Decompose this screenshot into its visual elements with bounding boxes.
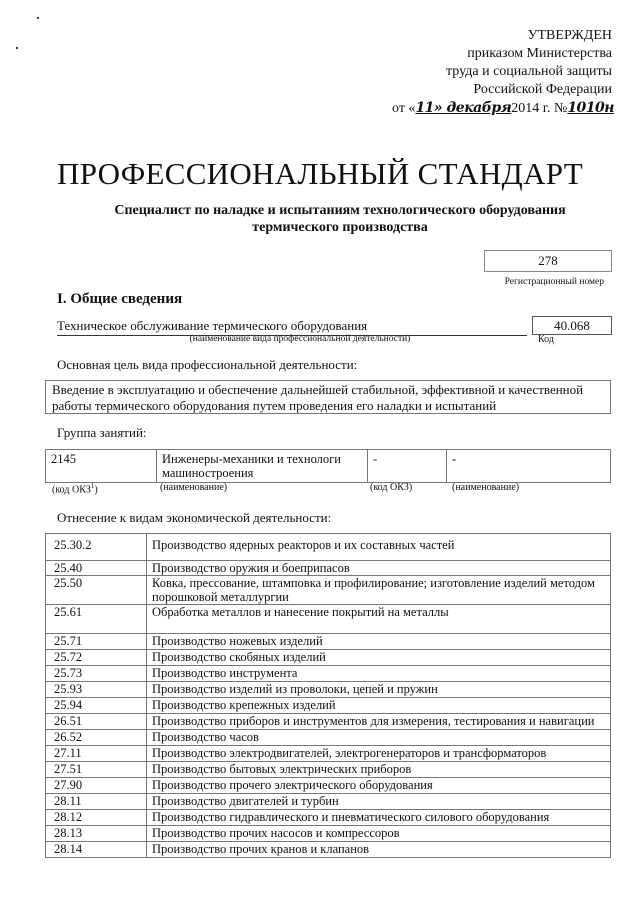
group-caption-name: (наименование): [160, 482, 228, 493]
okved-code-cell: 25.94: [46, 698, 147, 714]
approval-line: УТВЕРЖДЕН: [527, 28, 612, 43]
okved-code-cell: 25.40: [46, 561, 147, 576]
okz-name-cell: Инженеры-механики и технологи машиностроения: [157, 450, 368, 483]
activity-kind-field: Техническое обслуживание термического оборудования: [57, 318, 527, 336]
approval-block: [392, 27, 612, 118]
date-prefix: от «: [392, 101, 416, 116]
activity-code-caption: Код: [538, 334, 554, 345]
table-row: [46, 561, 611, 576]
section-heading: I. Общие сведения: [57, 291, 183, 307]
okved-name-cell: Производство бытовых электрических приборов: [147, 762, 611, 778]
okved-code-cell: 25.73: [46, 666, 147, 682]
scan-dot: [16, 47, 18, 49]
okved-name-cell: Производство часов: [147, 730, 611, 746]
occupation-group-table: [45, 449, 611, 483]
okved-code-cell: 26.51: [46, 714, 147, 730]
okved-name-cell: Производство приборов и инструментов для измерения, тестирования и навигации: [147, 714, 611, 730]
okved-code-cell: 28.12: [46, 810, 147, 826]
okved-code-cell: 28.11: [46, 794, 147, 810]
standard-subtitle: Специалист по наладке и испытаниям технологического оборудования термического производства: [114, 203, 566, 235]
okved-name-cell: Производство скобяных изделий: [147, 650, 611, 666]
table-row: [46, 698, 611, 714]
table-row: [46, 714, 611, 730]
okved-code-cell: 28.13: [46, 826, 147, 842]
okved-code-cell: 28.14: [46, 842, 147, 858]
approval-line: Российской Федерации: [473, 82, 612, 97]
econ-activity-table: [45, 533, 611, 858]
footnote-mark: 1: [90, 482, 95, 490]
okved-name-cell: Ковка, прессование, штамповка и профилирование; изготовление изделий методом порошковой металлургии: [147, 576, 611, 605]
registration-number-box: 278: [484, 250, 612, 272]
date-year: 2014 г. №: [511, 101, 568, 116]
order-number: 1010н: [567, 100, 614, 116]
table-row: [46, 842, 611, 858]
okved-name-cell: Производство прочих кранов и клапанов: [147, 842, 611, 858]
goal-text-box: Введение в эксплуатацию и обеспечение дальнейшей стабильной, эффективной и качественной работы термического оборудования путем проведения его наладки и испытаний: [45, 380, 611, 414]
okz-code-cell: 2145: [46, 450, 157, 483]
table-row: [46, 762, 611, 778]
okved-name-cell: Производство изделий из проволоки, цепей и пружин: [147, 682, 611, 698]
table-row: [46, 605, 611, 634]
okved-code-cell: 27.11: [46, 746, 147, 762]
table-row: [46, 650, 611, 666]
table-row: [46, 666, 611, 682]
okved-name-cell: Производство крепежных изделий: [147, 698, 611, 714]
table-row: [46, 450, 611, 483]
table-row: [46, 730, 611, 746]
group-label: Группа занятий:: [57, 425, 147, 440]
table-row: [46, 794, 611, 810]
table-row: [46, 810, 611, 826]
activity-kind-caption: (наименование вида профессиональной деятельности): [189, 334, 411, 344]
date-day: 11: [415, 100, 434, 116]
okved-code-cell: 25.30.2: [46, 534, 147, 561]
okved-name-cell: Производство ножевых изделий: [147, 634, 611, 650]
okved-code-cell: 25.72: [46, 650, 147, 666]
activity-code-box: 40.068: [532, 316, 612, 335]
table-row: [46, 826, 611, 842]
okved-name-cell: Производство прочего электрического оборудования: [147, 778, 611, 794]
table-row: [46, 576, 611, 605]
okved-name-cell: Производство оружия и боеприпасов: [147, 561, 611, 576]
table-row: [46, 778, 611, 794]
okved-code-cell: 27.51: [46, 762, 147, 778]
table-row: [46, 746, 611, 762]
table-row: [46, 634, 611, 650]
group-caption-name2: (наименование): [452, 482, 520, 493]
group-caption-code: [52, 482, 98, 495]
okved-code-cell: 25.61: [46, 605, 147, 634]
group-caption-code2: (код ОКЗ): [370, 482, 413, 493]
caption-text: ): [94, 484, 98, 496]
table-row: [46, 534, 611, 561]
okz-name2-cell: -: [447, 450, 611, 483]
econ-activity-label: Отнесение к видам экономической деятельности:: [57, 510, 332, 525]
goal-label: Основная цель вида профессиональной деятельности:: [57, 357, 358, 372]
approval-line: приказом Министерства: [467, 46, 612, 61]
okved-code-cell: 25.50: [46, 576, 147, 605]
okved-name-cell: Производство прочих насосов и компрессоров: [147, 826, 611, 842]
okved-code-cell: 27.90: [46, 778, 147, 794]
approval-date-line: [392, 99, 612, 118]
registration-number-label: Регистрационный номер: [504, 277, 604, 287]
okved-name-cell: Обработка металлов и нанесение покрытий на металлы: [147, 605, 611, 634]
table-row: [46, 682, 611, 698]
approval-line: труда и социальной защиты: [446, 64, 612, 79]
okved-name-cell: Производство электродвигателей, электрогенераторов и трансформаторов: [147, 746, 611, 762]
okved-name-cell: Производство двигателей и турбин: [147, 794, 611, 810]
date-month: » декабря: [433, 100, 512, 116]
okved-name-cell: Производство инструмента: [147, 666, 611, 682]
okved-name-cell: Производство гидравлического и пневматического силового оборудования: [147, 810, 611, 826]
okved-code-cell: 25.93: [46, 682, 147, 698]
okved-code-cell: 26.52: [46, 730, 147, 746]
okved-code-cell: 25.71: [46, 634, 147, 650]
okved-name-cell: Производство ядерных реакторов и их составных частей: [147, 534, 611, 561]
page-title: ПРОФЕССИОНАЛЬНЫЙ СТАНДАРТ: [57, 156, 583, 191]
okz-code2-cell: -: [368, 450, 447, 483]
scan-dot: [37, 17, 39, 19]
caption-text: (код ОКЗ: [52, 484, 91, 496]
